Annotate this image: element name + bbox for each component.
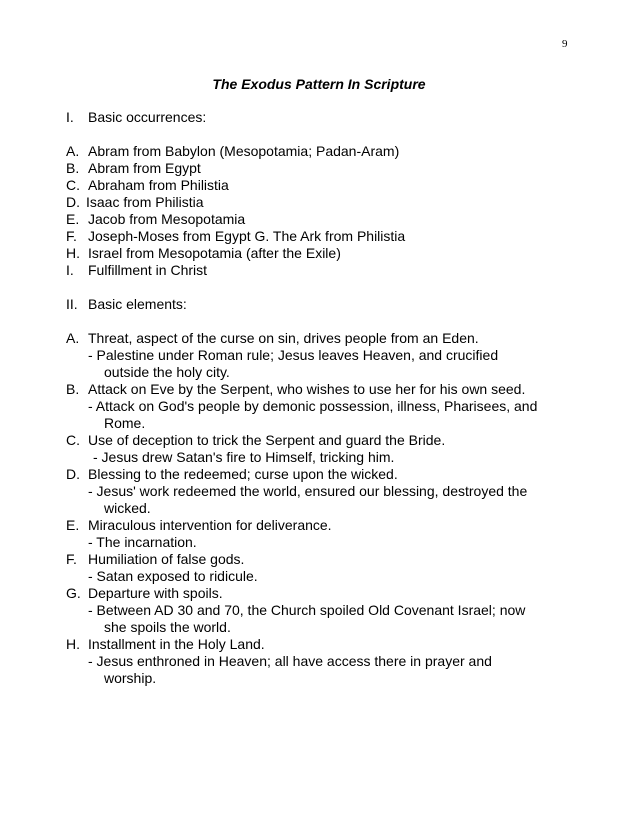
list-item [66,636,265,653]
outline-marker: E. [66,517,80,533]
outline-marker: C. [66,432,80,448]
list-item [66,330,479,347]
list-item-text: Abram from Babylon (Mesopotamia; Padan-Aram) [88,143,400,159]
outline-marker: C. [66,177,80,193]
section-heading [66,109,206,126]
sub-item: - Satan exposed to ridicule. [88,568,258,584]
list-item-text: Joseph-Moses from Egypt G. The Ark from Philistia [88,228,406,244]
list-item-text: Abraham from Philistia [88,177,229,193]
list-item [66,551,244,568]
list-item-text: Humiliation of false gods. [88,551,245,567]
list-item-text: Jacob from Mesopotamia [88,211,246,227]
outline-marker: A. [66,143,80,159]
outline-marker: B. [66,381,80,397]
list-item [66,160,201,177]
sub-item: - Between AD 30 and 70, the Church spoiled Old Covenant Israel; now [88,602,526,618]
outline-marker: G. [66,585,81,601]
outline-marker: I. [66,109,74,125]
list-item-text: Blessing to the redeemed; curse upon the wicked. [88,466,398,482]
sub-item-continuation: outside the holy city. [104,364,230,380]
list-item-text: Miraculous intervention for deliverance. [88,517,332,533]
section-heading-text: Basic occurrences: [88,109,207,125]
sub-item: - The incarnation. [88,534,197,550]
list-item-text: Use of deception to trick the Serpent and guard the Bride. [88,432,446,448]
outline-marker: H. [66,245,80,261]
sub-item-continuation: worship. [104,670,157,686]
sub-item-continuation: wicked. [104,500,151,516]
sub-item-continuation: she spoils the world. [104,619,231,635]
section-heading-text: Basic elements: [88,296,187,312]
outline-marker: F. [66,228,77,244]
list-item [66,228,405,245]
sub-item: - Jesus drew Satan's fire to Himself, tricking him. [93,449,395,465]
list-item [66,177,229,194]
list-item-text: Isaac from Philistia [86,194,204,210]
list-item-text: Attack on Eve by the Serpent, who wishes to use her for his own seed. [88,381,526,397]
page-title: The Exodus Pattern In Scripture [212,76,426,92]
sub-item-continuation: Rome. [104,415,146,431]
section-heading [66,296,187,313]
list-item [66,211,245,228]
outline-marker: H. [66,636,80,652]
outline-marker: D. [66,194,80,210]
sub-item: - Jesus enthroned in Heaven; all have access there in prayer and [88,653,492,669]
list-item-text: Israel from Mesopotamia (after the Exile) [88,245,341,261]
outline-marker: I. [66,262,74,278]
list-item [66,245,341,262]
sub-item: - Palestine under Roman rule; Jesus leaves Heaven, and crucified [88,347,499,363]
list-item [66,432,445,449]
outline-marker: B. [66,160,80,176]
list-item-text: Departure with spoils. [88,585,223,601]
sub-item: - Attack on God's people by demonic possession, illness, Pharisees, and [88,398,538,414]
list-item-text: Threat, aspect of the curse on sin, drives people from an Eden. [88,330,479,346]
list-item [66,194,203,211]
outline-marker: II. [66,296,78,312]
list-item [66,585,223,602]
list-item [66,381,525,398]
outline-marker: F. [66,551,77,567]
list-item [66,466,398,483]
list-item [66,262,207,279]
list-item [66,143,399,160]
page-number: 9 [562,38,568,50]
outline-marker: A. [66,330,80,346]
outline-marker: D. [66,466,80,482]
list-item-text: Abram from Egypt [88,160,201,176]
list-item [66,517,332,534]
outline-marker: E. [66,211,80,227]
list-item-text: Fulfillment in Christ [88,262,208,278]
sub-item: - Jesus' work redeemed the world, ensured our blessing, destroyed the [88,483,528,499]
list-item-text: Installment in the Holy Land. [88,636,265,652]
